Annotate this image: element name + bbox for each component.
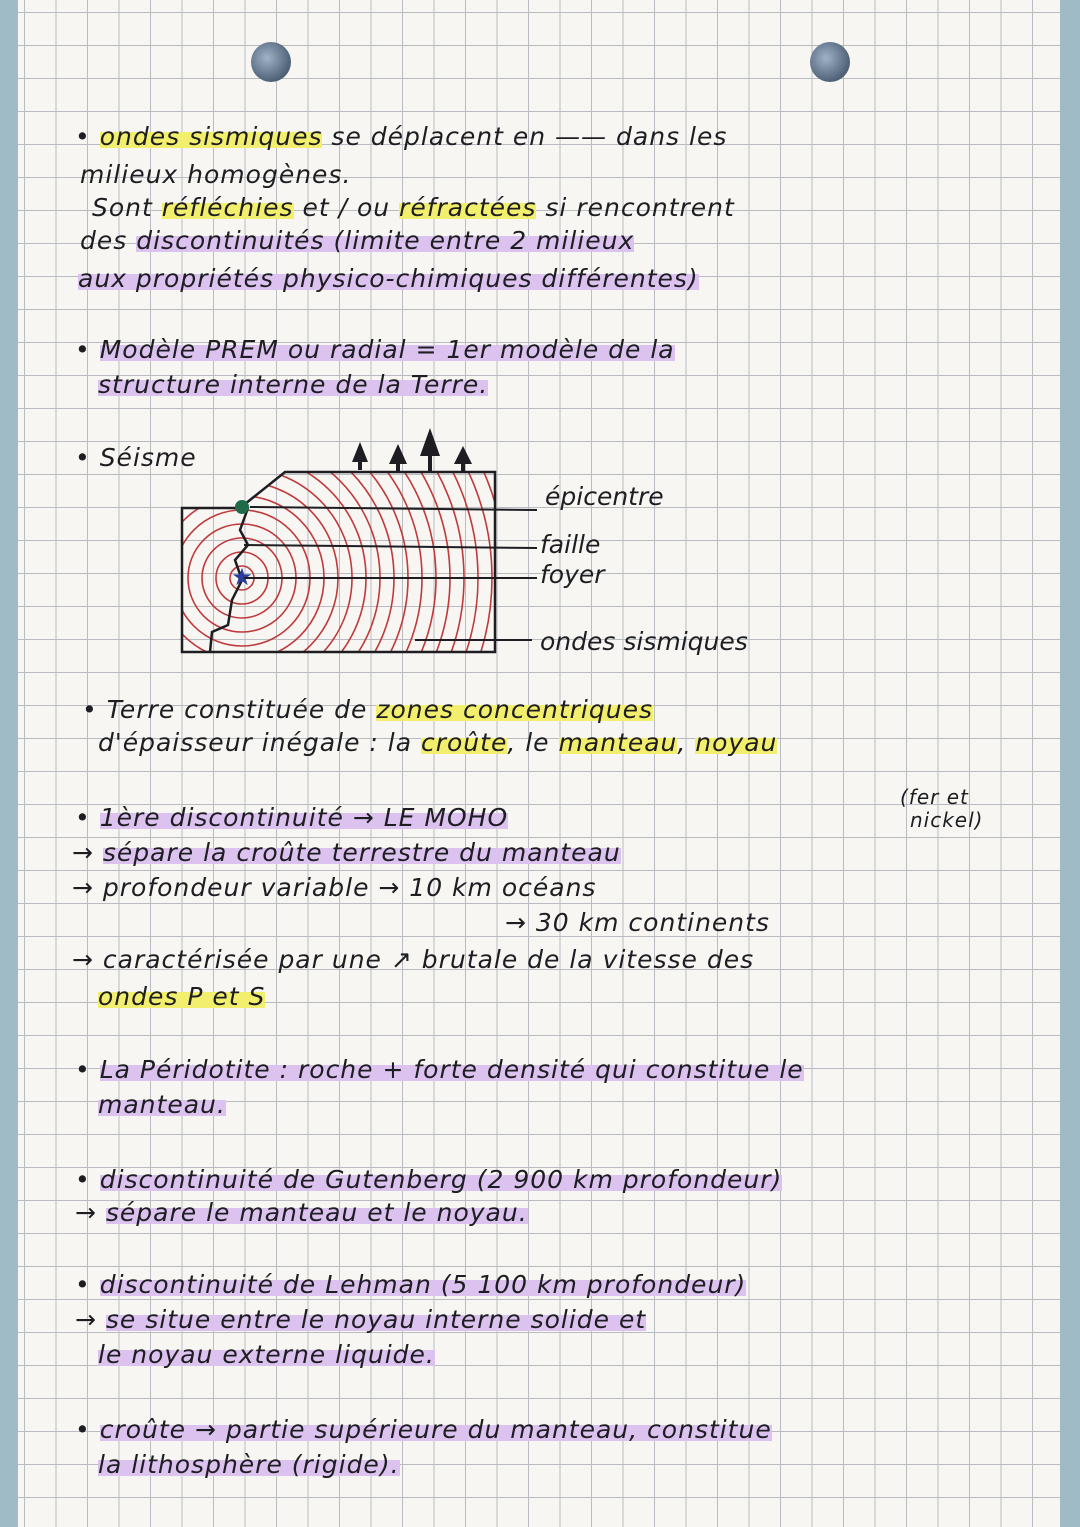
highlighted-text: noyau xyxy=(695,728,778,757)
highlighted-text: manteau xyxy=(558,728,678,757)
foyer-star-icon: ★ xyxy=(231,565,253,591)
highlighted-text: sépare la croûte terrestre du manteau xyxy=(102,838,621,867)
note-text: → xyxy=(75,1198,106,1227)
label-epicentre: épicentre xyxy=(545,482,664,511)
note-text: • xyxy=(75,1165,100,1194)
highlighted-text: discontinuités (limite entre 2 milieux xyxy=(136,226,635,255)
label-foyer: foyer xyxy=(540,560,605,589)
note-text: → 30 km continents xyxy=(505,908,770,937)
highlighted-text: se situe entre le noyau interne solide et xyxy=(105,1305,647,1334)
highlighted-text: zones concentriques xyxy=(376,695,653,724)
note-text: → caractérisée par une ↗ brutale de la vitesse des xyxy=(72,945,755,974)
note-text: • Terre constituée de xyxy=(82,695,377,724)
highlighted-text: manteau. xyxy=(98,1090,226,1119)
note-text: Sont xyxy=(92,193,162,222)
highlighted-text: 1ère discontinuité → LE MOHO xyxy=(99,803,509,832)
note-text: milieux homogènes. xyxy=(80,160,352,189)
note-text: , xyxy=(677,728,696,757)
highlighted-text: discontinuité de Lehman (5 100 km profondeur) xyxy=(99,1270,747,1299)
note-text: des xyxy=(80,226,137,255)
note-text: • xyxy=(75,122,100,151)
highlighted-text: Modèle PREM ou radial = 1er modèle de la xyxy=(99,335,675,364)
label-faille: faille xyxy=(540,530,601,559)
highlighted-text: réfractées xyxy=(399,193,537,222)
note-text: d'épaisseur inégale : la xyxy=(98,728,421,757)
epicentre-dot xyxy=(235,500,249,514)
highlighted-text: croûte xyxy=(420,728,508,757)
highlighted-text: réfléchies xyxy=(161,193,294,222)
note-text: si rencontrent xyxy=(536,193,735,222)
note-text: → xyxy=(75,1305,106,1334)
highlighted-text: le noyau externe liquide. xyxy=(98,1340,435,1369)
notebook-page xyxy=(18,0,1060,1527)
trees-icon xyxy=(352,428,472,471)
highlighted-text: structure interne de la Terre. xyxy=(98,370,489,399)
highlighted-text: sépare le manteau et le noyau. xyxy=(105,1198,528,1227)
note-text: • xyxy=(75,1415,100,1444)
note-text: (fer et xyxy=(900,785,969,809)
highlighted-text: croûte → partie supérieure du manteau, constitue xyxy=(99,1415,772,1444)
highlighted-text: ondes P et S xyxy=(98,982,266,1011)
note-text: → profondeur variable → 10 km océans xyxy=(72,873,597,902)
note-text: • xyxy=(75,335,100,364)
highlighted-text: La Péridotite : roche + forte densité qui constitue le xyxy=(99,1055,804,1084)
highlighted-text: discontinuité de Gutenberg (2 900 km profondeur) xyxy=(99,1165,783,1194)
note-text: , le xyxy=(507,728,559,757)
highlighted-text: aux propriétés physico-chimiques différentes) xyxy=(78,264,699,293)
note-text: • xyxy=(75,1270,100,1299)
note-text: et / ou xyxy=(293,193,400,222)
note-text: nickel) xyxy=(910,808,984,832)
highlighted-text: la lithosphère (rigide). xyxy=(98,1450,400,1479)
note-text: • xyxy=(75,1055,100,1084)
label-ondes-sismiques: ondes sismiques xyxy=(540,627,748,656)
highlighted-text: ondes sismiques xyxy=(99,122,323,151)
note-text: • xyxy=(75,803,100,832)
note-text: • Séisme xyxy=(75,443,197,472)
note-text: se déplacent en —— dans les xyxy=(322,122,728,151)
note-text: → xyxy=(72,838,103,867)
